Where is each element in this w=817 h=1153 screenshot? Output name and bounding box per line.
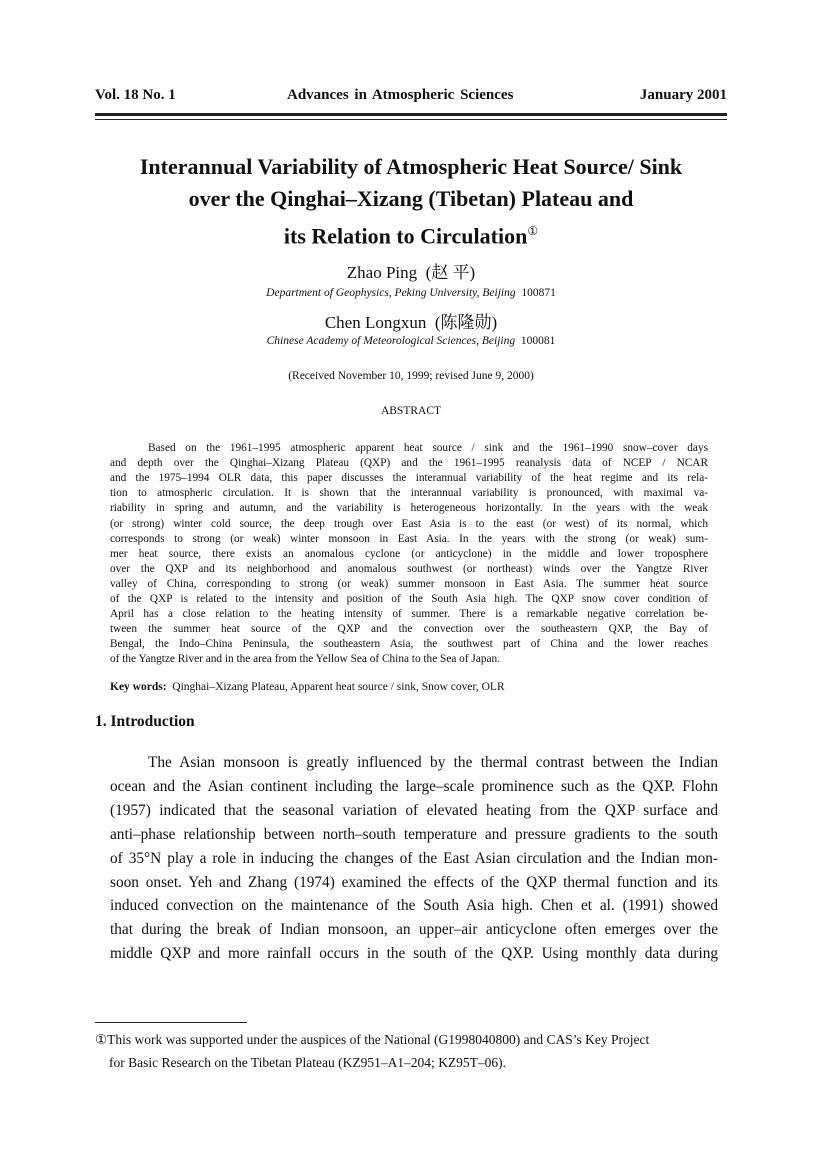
abstract-line: of the QXP is related to the intensity and position of the South Asia high. The QXP snow cover condition of (110, 593, 708, 605)
abstract-line: riability in spring and autumn, and the variability is heterogeneous horizontally. In the years with the weak (110, 502, 708, 515)
abstract-line: over the QXP and its neighborhood and anomalous southwest (or northeast) winds over the Yangtze River (110, 562, 708, 575)
abstract-line: valley of China, corresponding to strong (or weak) summer monsoon in East Asia. The summer heat source (110, 577, 708, 590)
affiliation-2: Chinese Academy of Meteorological Sciences, Beijing 100081 (266, 335, 556, 347)
author-1: Zhao Ping (赵 平) (346, 263, 476, 282)
body-line: The Asian monsoon is greatly influenced by the thermal contrast between the Indian (148, 754, 718, 771)
abstract-line: and depth over the Qinghai–Xizang Plateau (QXP) and the 1961–1995 reanalysis data of NCEP / NCAR (110, 457, 708, 470)
title-line: Interannual Variability of Atmospheric Heat Source/ Sink (139, 154, 683, 179)
issue-date: January 2001 (639, 87, 727, 103)
body-line: induced convection on the maintenance of the South Asia high. Chen et al. (1991) showed (110, 897, 718, 915)
title-line: over the Qinghai–Xizang (Tibetan) Plateau and (188, 186, 634, 211)
header-rule (95, 113, 727, 116)
journal-name: Advances in Atmospheric Sciences (287, 87, 514, 103)
abstract-heading: ABSTRACT (380, 405, 442, 417)
volume-number: Vol. 18 No. 1 (95, 87, 176, 103)
abstract-line: Bengal, the Indo–China Peninsula, the southeastern Asia, the southwest part of China and the lower reaches (110, 638, 708, 651)
title-line: its Relation to Circulation (283, 223, 528, 249)
footnote-marker: ① (527, 224, 539, 238)
abstract-line: mer heat source, there exists an anomalous cyclone (or anticyclone) in the middle and lower troposphere (110, 547, 708, 560)
body-line: middle QXP and more rainfall occurs in the south of the QXP. Using monthly data during (110, 945, 718, 963)
header-rule-thin (95, 119, 727, 120)
body-line: that during the break of Indian monsoon, an upper–air anticyclone often emerges over the (110, 921, 718, 939)
abstract-line: of the Yangtze River and in the area from the Yellow Sea of China to the Sea of Japan. (110, 653, 500, 666)
abstract-line: tween the summer heat source of the QXP and the convection over the southeastern QXP, the Bay of (110, 623, 708, 636)
paper-title (95, 151, 727, 252)
body-line: of 35°N play a role in inducing the changes of the East Asian circulation and the Indian mon- (110, 849, 718, 867)
body-line: anti–phase relationship between north–south temperature and pressure gradients to the south (110, 825, 718, 843)
author-2: Chen Longxun (陈隆勋) (324, 313, 498, 332)
abstract-line: (or strong) winter cold source, the deep trough over East Asia is to the east (or west) of its normal, which (110, 517, 708, 530)
abstract-line: Based on the 1961–1995 atmospheric apparent heat source / sink and the 1961–1990 snow–cover days (148, 442, 708, 454)
abstract-line: tion to atmospheric circulation. It is shown that the interannual variability is pronounced, with maximal va- (110, 487, 708, 500)
footnote-rule (95, 1022, 247, 1023)
section-heading: 1. Introduction (95, 713, 195, 730)
footnote: ①This work was supported under the auspices of the National (G1998040800) and CAS’s Key Project for Basic Research on the Tibetan Plateau (KZ951–A1–204; KZ95T–06). (95, 1032, 650, 1070)
received-dates: (Received November 10, 1999; revised June 9, 2000) (288, 370, 534, 382)
body-line: (1957) indicated that the seasonal variation of elevated heating from the QXP surface and (110, 801, 718, 819)
abstract-line: April has a close relation to the heating intensity of summer. There is a remarkable negative correlation be- (110, 608, 708, 621)
body-line: soon onset. Yeh and Zhang (1974) examined the effects of the QXP thermal function and its (110, 873, 718, 891)
keywords: Key words: Qinghai–Xizang Plateau, Apparent heat source / sink, Snow cover, OLR (110, 681, 505, 693)
body-line: ocean and the Asian continent including the large–scale prominence such as the QXP. Flohn (110, 777, 718, 795)
affiliation-1: Department of Geophysics, Peking University, Beijing 100871 (266, 287, 556, 299)
abstract-line: and the 1975–1994 OLR data, this paper discusses the interannual variability of the heat regime and its rela- (110, 472, 708, 485)
abstract-line: corresponds to strong (or weak) winter monsoon in East Asia. In the years with the strong (or weak) sum- (110, 532, 708, 545)
